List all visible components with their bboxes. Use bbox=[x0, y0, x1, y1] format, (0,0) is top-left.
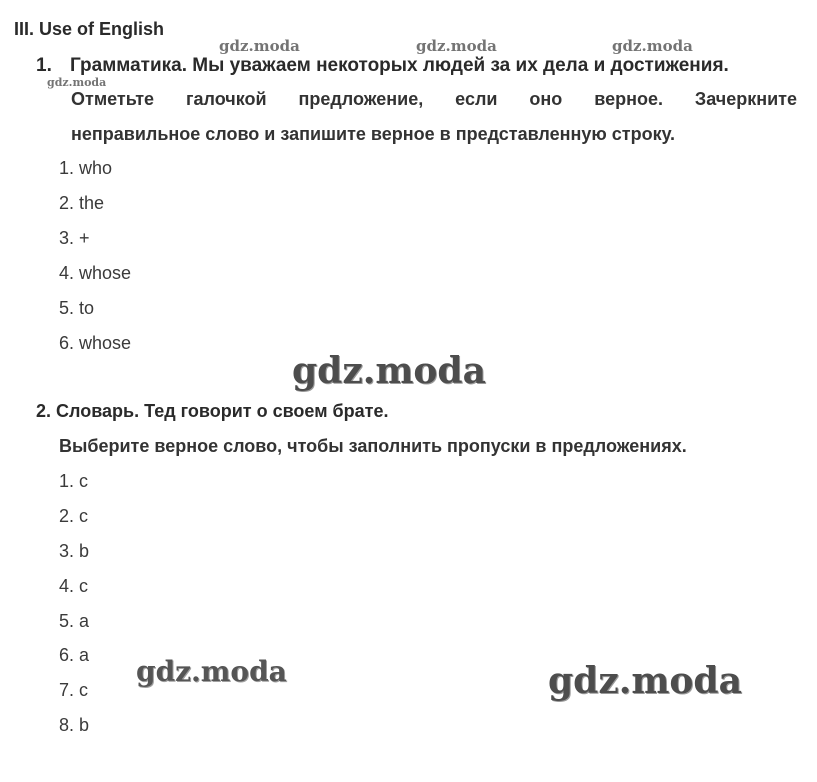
watermark: gdz.moda bbox=[47, 76, 107, 89]
exercise2-heading: 2. Словарь. Тед говорит о своем брате. bbox=[36, 401, 389, 421]
exercise1-answer: 1. who bbox=[59, 158, 113, 178]
exercise1-answer: 2. the bbox=[59, 193, 105, 213]
watermark: gdz.moda bbox=[416, 37, 497, 55]
exercise2-answer: 3. b bbox=[59, 541, 90, 561]
exercise2-answer: 2. c bbox=[59, 506, 89, 526]
exercise1-title: Грамматика. Мы уважаем некоторых людей за их дела и достижения. bbox=[70, 55, 729, 76]
exercise1-answer: 6. whose bbox=[59, 333, 132, 353]
exercise1-answer: 4. whose bbox=[59, 263, 132, 283]
exercise2-answer: 8. b bbox=[59, 715, 90, 735]
exercise2-answer: 5. a bbox=[59, 611, 90, 631]
exercise1-number: 1. bbox=[36, 55, 52, 76]
exercise2-answer: 1. c bbox=[59, 471, 89, 491]
exercise1-instruction-line2: неправильное слово и запишите верное в представленную строку. bbox=[71, 124, 676, 144]
watermark: gdz.moda bbox=[612, 37, 693, 55]
watermark: gdz.moda bbox=[136, 655, 287, 688]
exercise2-answer: 4. c bbox=[59, 576, 89, 596]
watermark: gdz.moda bbox=[548, 660, 742, 702]
exercise1-answer: 3. + bbox=[59, 228, 90, 248]
section-title: III. Use of English bbox=[14, 19, 165, 39]
exercise2-answer: 7. c bbox=[59, 680, 89, 700]
exercise2-answer: 6. a bbox=[59, 645, 90, 665]
exercise2-instruction: Выберите верное слово, чтобы заполнить пропуски в предложениях. bbox=[59, 436, 687, 456]
exercise1-answer: 5. to bbox=[59, 298, 95, 318]
exercise1-instruction-line1: Отметьте галочкой предложение, если оно верное. Зачеркните bbox=[71, 89, 797, 109]
exercise1-heading bbox=[36, 55, 729, 77]
watermark: gdz.moda bbox=[219, 37, 300, 55]
watermark: gdz.moda bbox=[292, 350, 486, 392]
